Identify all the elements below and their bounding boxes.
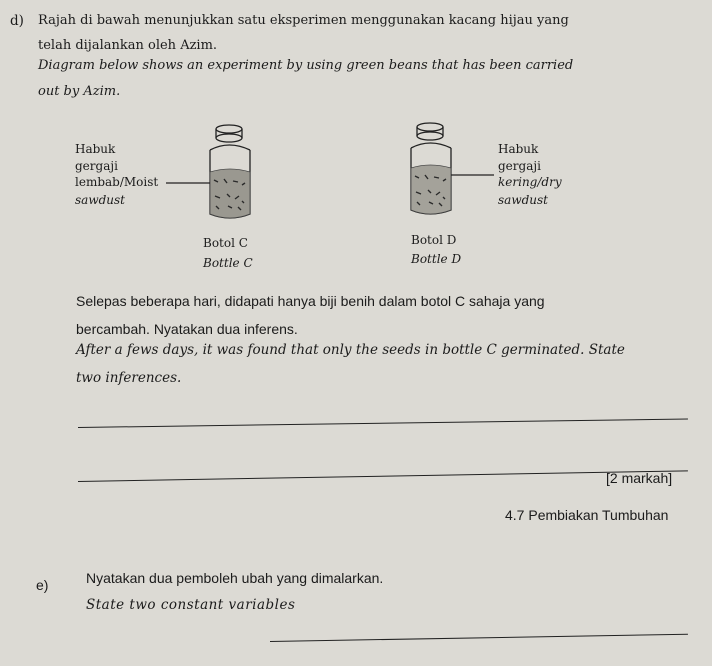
bottle-d-name-malay: Botol D — [411, 233, 457, 247]
bottle-d-name-english: Bottle D — [411, 252, 462, 266]
bottle-c-drawing — [210, 125, 250, 218]
question-d-malay-line1: Rajah di bawah menunjukkan satu eksperimen menggunakan kacang hijau yang — [38, 13, 569, 28]
question-d-english-line1: Diagram below shows an experiment by using green beans that has been carried — [38, 58, 574, 73]
inference-malay-line2: bercambah. Nyatakan dua inferens. — [76, 321, 298, 337]
bottle-d-label-line4: sawdust — [498, 193, 548, 207]
question-d-english-line2: out by Azim. — [38, 84, 121, 99]
bottle-d-label-line3: kering/dry — [498, 175, 562, 189]
bottle-c-name-english: Bottle C — [203, 256, 253, 270]
bottle-c-label-line1: Habuk — [75, 142, 116, 156]
bottle-d-label-line2: gergaji — [498, 159, 541, 173]
section-title: 4.7 Pembiakan Tumbuhan — [505, 507, 669, 523]
bottle-c-label-line3: lembab/Moist — [75, 175, 159, 189]
question-d-label: d) — [10, 13, 24, 29]
question-e-label: e) — [36, 577, 49, 593]
question-e-malay: Nyatakan dua pemboleh ubah yang dimalarkan. — [86, 570, 384, 586]
marks-label: [2 markah] — [606, 470, 673, 486]
question-d-malay-line2: telah dijalankan oleh Azim. — [38, 38, 218, 53]
bottle-c-name-malay: Botol C — [203, 236, 248, 250]
bottle-d-drawing — [411, 123, 451, 214]
inference-malay-line1: Selepas beberapa hari, didapati hanya biji benih dalam botol C sahaja yang — [76, 293, 545, 309]
bottle-c-label-line2: gergaji — [75, 159, 118, 173]
bottle-d-label-line1: Habuk — [498, 142, 539, 156]
inference-english-line2: two inferences. — [76, 370, 182, 386]
question-e-english: State two constant variables — [86, 597, 296, 613]
inference-english-line1: After a fews days, it was found that only the seeds in bottle C germinated. State — [76, 342, 625, 358]
bottle-c-label-line4: sawdust — [75, 193, 125, 207]
